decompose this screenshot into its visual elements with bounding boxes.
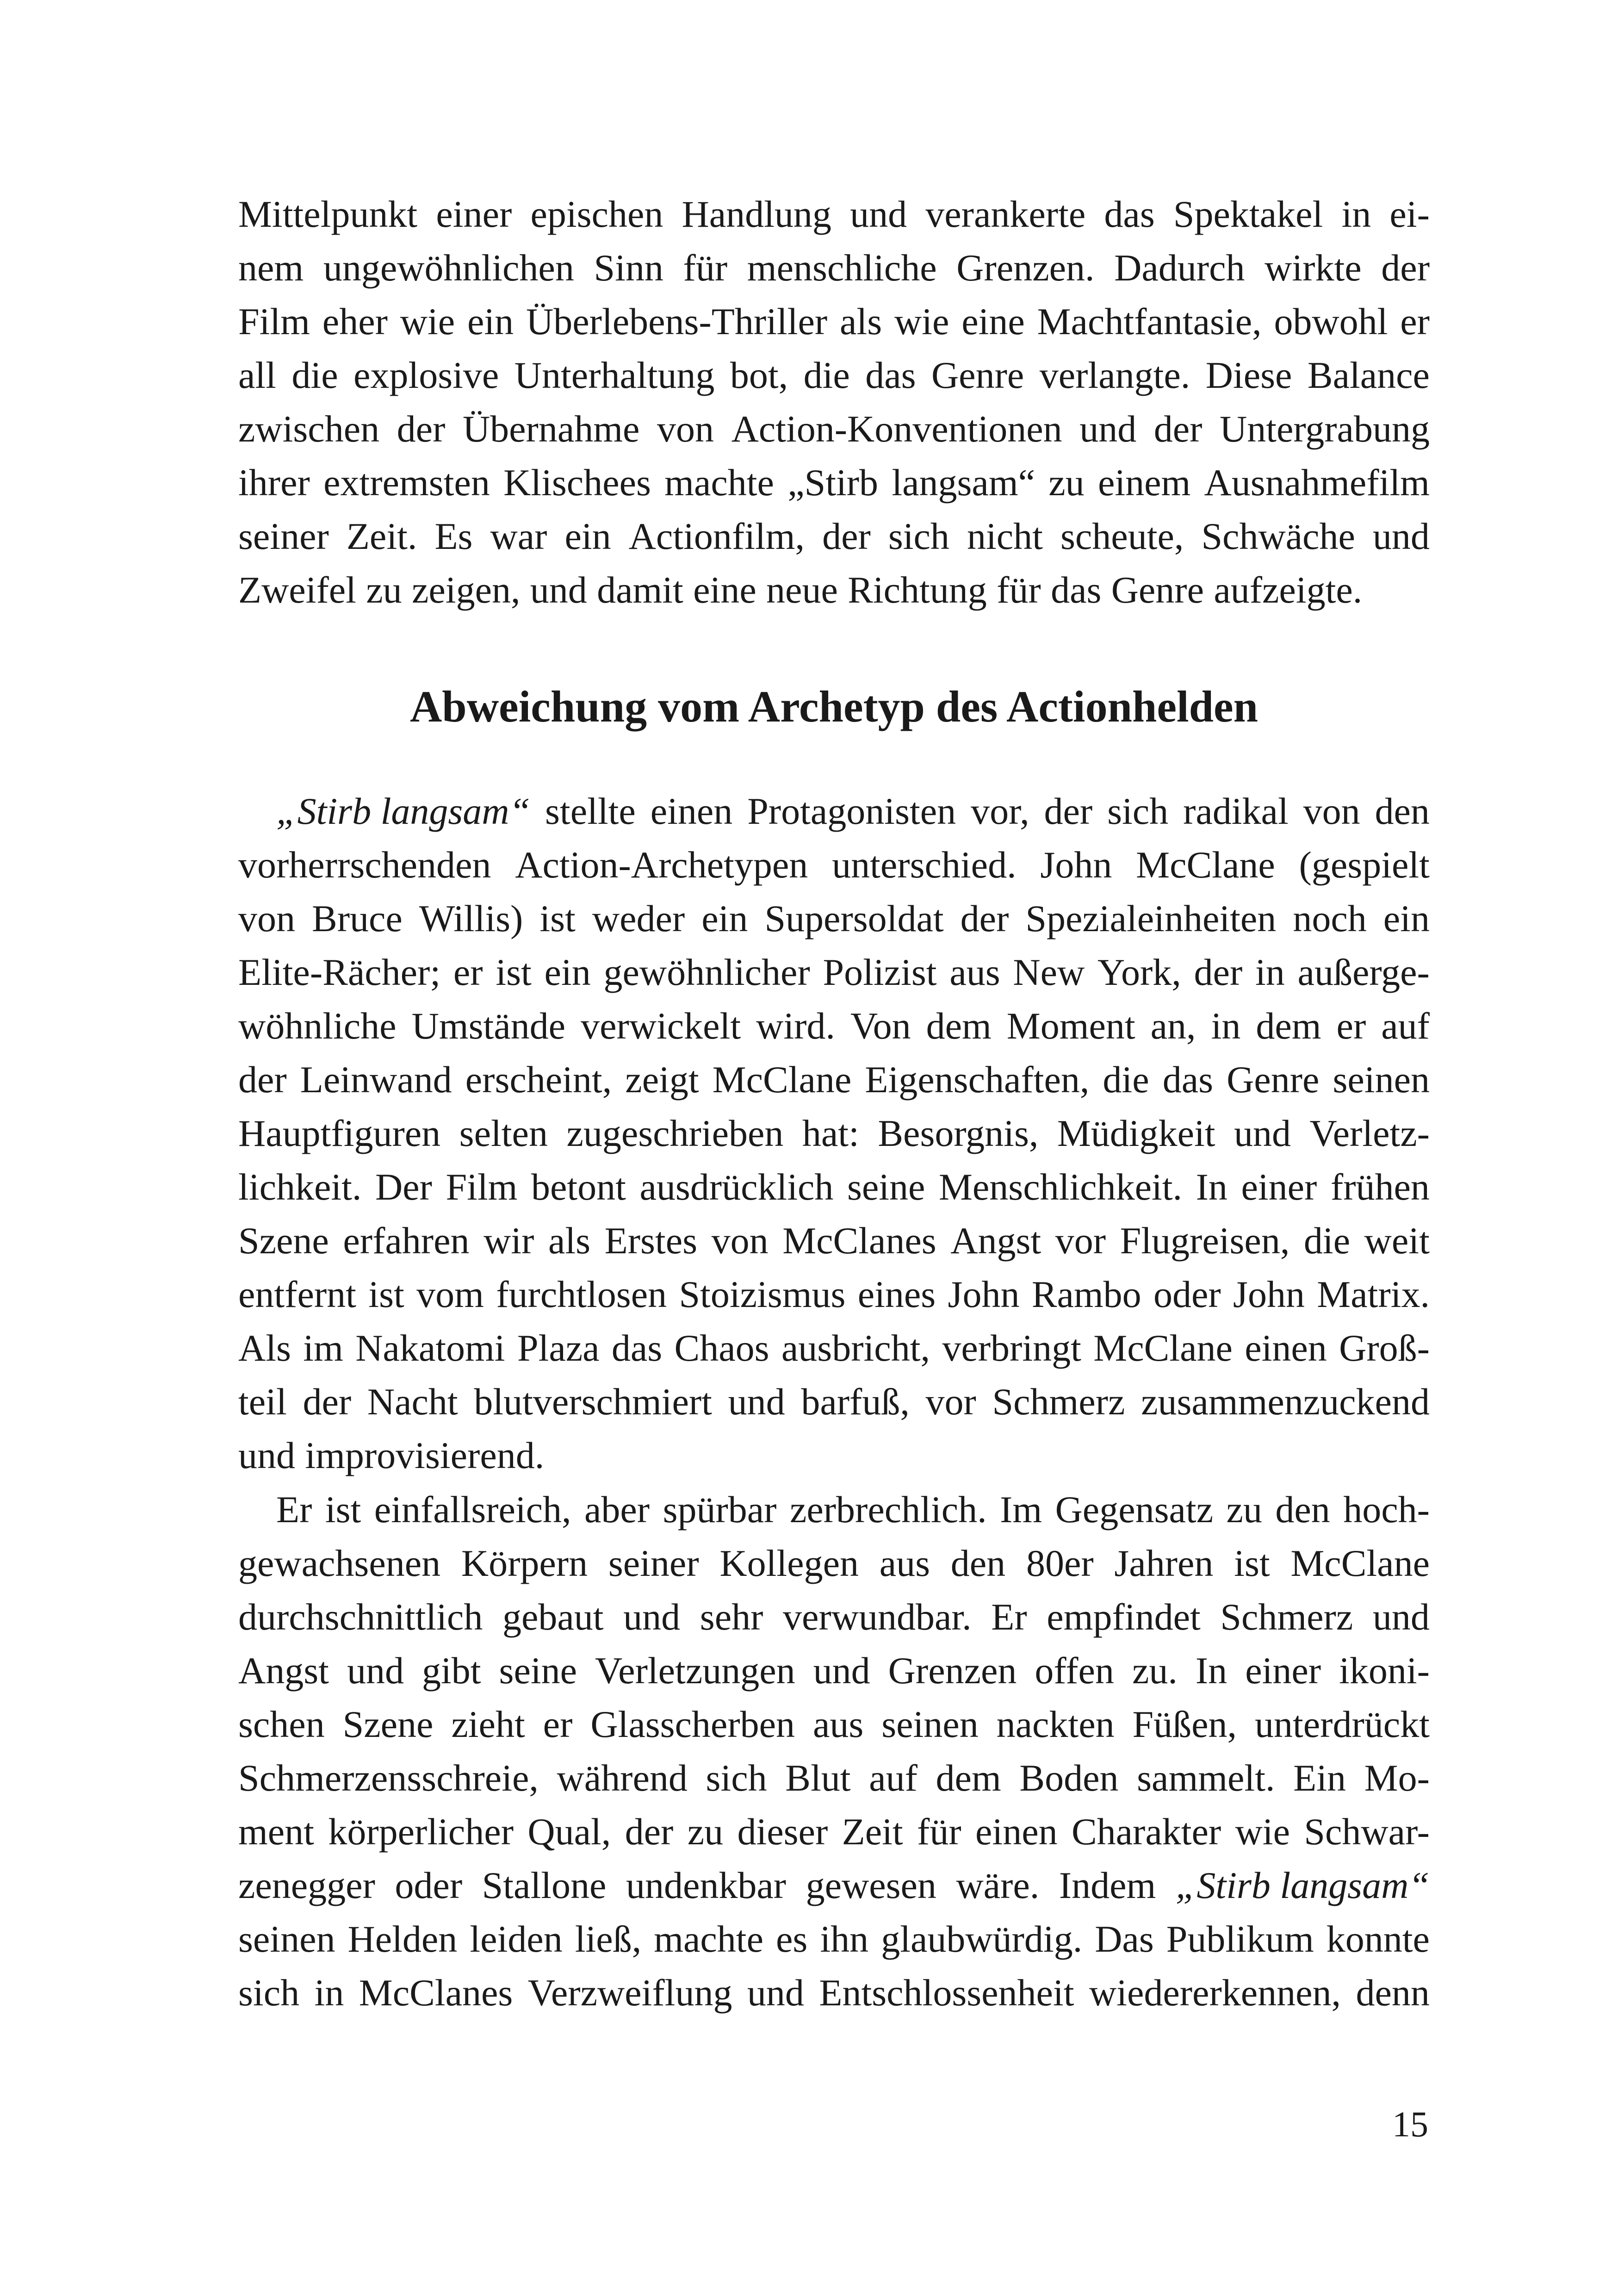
text-line: Schmerzensschreie, während sich Blut auf dem Boden sammelt. Ein Mo- [238,1757,1430,1799]
text-line: Er ist einfallsreich, aber spürbar zerbrechlich. Im Gegensatz zu den hoch- [276,1488,1430,1531]
text-line: und improvisierend. [238,1434,545,1476]
text-line: all die explosive Unterhaltung bot, die das Genre verlangte. Diese Balance [238,354,1430,396]
text-line: zenegger oder Stallone undenkbar gewesen wäre. Indem „Stirb langsam“ [238,1864,1430,1906]
text-line: Zweifel zu zeigen, und damit eine neue Richtung für das Genre aufzeigte. [238,569,1363,611]
text-line: lichkeit. Der Film betont ausdrücklich seine Menschlichkeit. In einer frühen [238,1166,1430,1208]
text-line: der Leinwand erscheint, zeigt McClane Eigenschaften, die das Genre seinen [238,1058,1430,1101]
text-line: wöhnliche Umstände verwickelt wird. Von dem Moment an, in dem er auf [238,1005,1430,1047]
text-line: nem ungewöhnlichen Sinn für menschliche Grenzen. Dadurch wirkte der [238,247,1430,289]
paragraph-continuation [238,187,1430,617]
text-line: Elite-Rächer; er ist ein gewöhnlicher Polizist aus New York, der in außerge- [238,951,1430,993]
text-line: Hauptfiguren selten zugeschrieben hat: Besorgnis, Müdigkeit und Verletz- [238,1112,1430,1154]
section-heading: Abweichung vom Archetyp des Actionhelden [409,682,1258,731]
text-line: schen Szene zieht er Glasscherben aus seinen nackten Füßen, unterdrückt [238,1703,1430,1745]
text-line: Film eher wie ein Überlebens-Thriller als wie eine Machtfantasie, obwohl er [238,300,1430,342]
text-line: teil der Nacht blutverschmiert und barfuß, vor Schmerz zusammenzuckend [238,1381,1430,1423]
text-line: gewachsenen Körpern seiner Kollegen aus den 80er Jahren ist McClane [238,1542,1430,1584]
text-line: entfernt ist vom furchtlosen Stoizismus eines John Rambo oder John Matrix. [238,1273,1430,1315]
text-line: ihrer extremsten Klischees machte „Stirb langsam“ zu einem Ausnahmefilm [238,461,1430,504]
text-line: ment körperlicher Qual, der zu dieser Zeit für einen Charakter wie Schwar- [238,1811,1430,1853]
paragraph-archetype-intro [238,784,1430,1482]
page-number: 15 [1392,2104,1428,2144]
text-line: vorherrschenden Action-Archetypen unterschied. John McClane (gespielt [238,844,1430,886]
text-line: seiner Zeit. Es war ein Actionfilm, der sich nicht scheute, Schwäche und [238,515,1430,557]
text-line: Als im Nakatomi Plaza das Chaos ausbricht, verbringt McClane einen Groß- [238,1327,1430,1369]
paragraph-vulnerability [238,1483,1430,2020]
text-line: zwischen der Übernahme von Action-Konventionen und der Untergrabung [238,408,1430,450]
text-line: seinen Helden leiden ließ, machte es ihn glaubwürdig. Das Publikum konnte [238,1918,1430,1960]
text-line: „Stirb langsam“ stellte einen Protagonisten vor, der sich radikal von den [276,790,1430,832]
text-line: Szene erfahren wir als Erstes von McClanes Angst vor Flugreisen, die weit [238,1220,1430,1262]
text-line: von Bruce Willis) ist weder ein Supersoldat der Spezialeinheiten noch ein [238,897,1430,940]
text-line: Angst und gibt seine Verletzungen und Grenzen offen zu. In einer ikoni- [238,1649,1430,1692]
text-line: durchschnittlich gebaut und sehr verwundbar. Er empfindet Schmerz und [238,1596,1430,1638]
text-line: sich in McClanes Verzweiflung und Entschlossenheit wiedererkennen, denn [238,1972,1430,2014]
text-line: Mittelpunkt einer epischen Handlung und verankerte das Spektakel in ei- [238,193,1430,235]
